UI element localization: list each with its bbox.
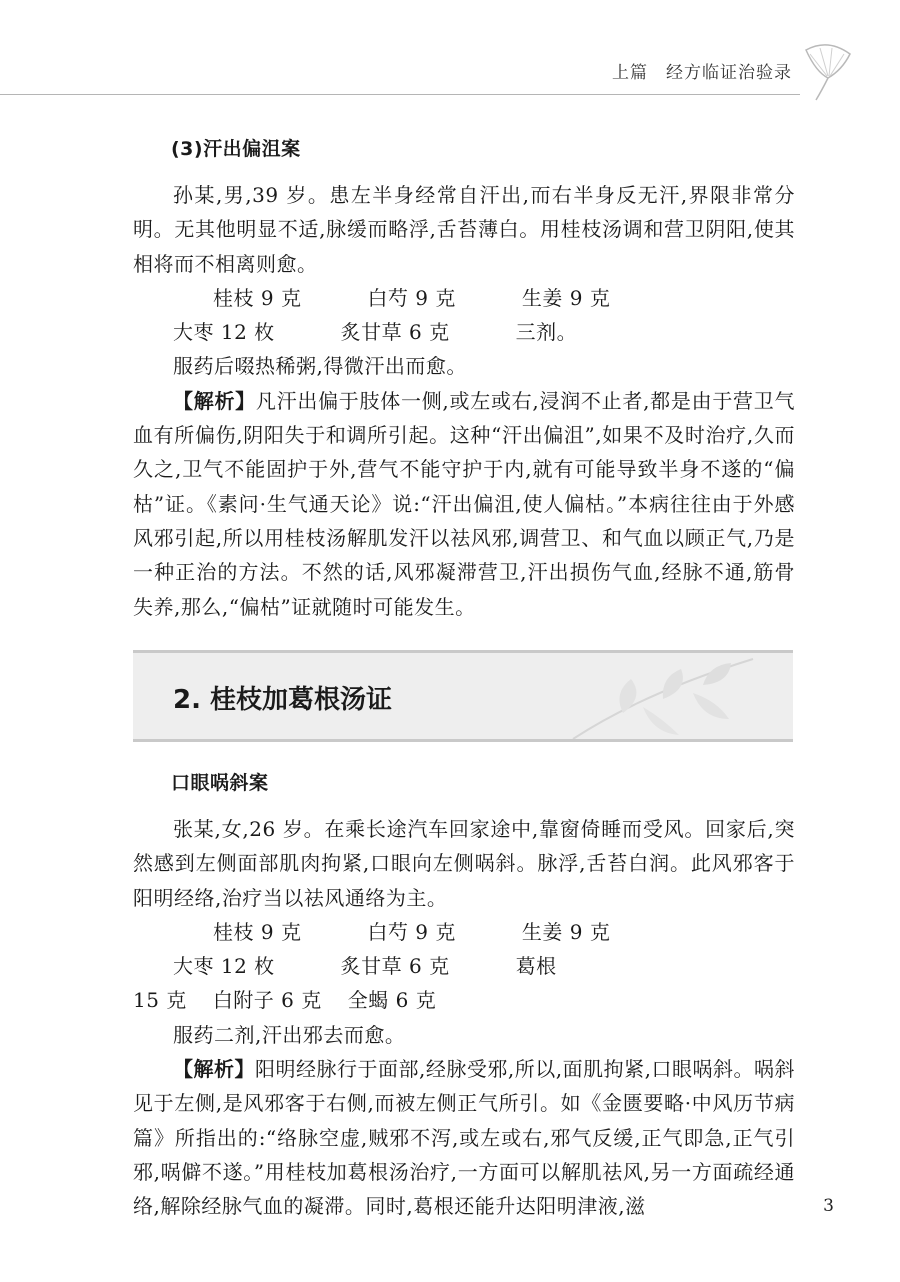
rx-item: 白芍 9 克: [367, 285, 456, 310]
leaf-decoration-icon: [553, 653, 793, 739]
case-3-after: 服药后啜热稀粥,得微汗出而愈。: [173, 354, 467, 379]
analysis-label: 【解析】: [173, 388, 256, 413]
case-3-intro: 孙某,男,39 岁。患左半身经常自汗出,而右半身反无汗,界限非常分明。无其他明显不适,脉缓而略浮,舌苔薄白。用桂枝汤调和营卫阴阳,使其相将而不相离则愈。: [133, 183, 795, 276]
analysis-text: 凡汗出偏于肢体一侧,或左或右,浸润不止者,都是由于营卫气血有所偏伤,阴阳失于和调所引起。这种“汗出偏沮”,如果不及时治疗,久而久之,卫气不能固护于外,营气不能守护于内,就有可能导致半身不遂的“偏枯”证。《素问·生气通天论》说:“汗出偏沮,使人偏枯。”本病往往由于外感风邪引起,所以用桂枝汤解肌发汗以祛风邪,调营卫、和气血以顾正气,乃是一种正治的方法。不然的话,风邪凝滞营卫,汗出损伤气血,经脉不通,筋骨失养,那么,“偏枯”证就随时可能发生。: [133, 388, 796, 619]
rx-item: 三剂。: [515, 320, 578, 345]
rx-item: 葛根: [515, 954, 557, 979]
rx-item: 生姜 9 克: [521, 919, 611, 944]
case-3-heading: (3)汗出偏沮案: [171, 138, 301, 160]
analysis-text: 阳明经脉行于面部,经脉受邪,所以,面肌拘紧,口眼㖞斜。㖞斜见于左侧,是风邪客于右侧,而被左侧正气所引。如《金匮要略·中风历节病篇》所指出的:“络脉空虚,贼邪不泻,或左或右,邪气反缓,正气即急,正气引邪,㖞僻不遂。”用桂枝加葛根汤治疗,一方面可以解肌祛风,另一方面疏经通络,解除经脉气血的凝滞。同时,葛根还能升达阳明津液,滋: [133, 1057, 795, 1219]
mouth-case-section: [133, 768, 795, 1224]
rx-item: 大枣 12 枚: [173, 954, 275, 979]
section-title: 2. 桂枝加葛根汤证: [173, 685, 393, 715]
rx-item: 炙甘草 6 克: [340, 320, 450, 345]
mouth-case-intro: 张某,女,26 岁。在乘长途汽车回家途中,靠窗倚睡而受风。回家后,突然感到左侧面部肌肉拘紧,口眼向左侧㖞斜。脉浮,舌苔白润。此风邪客于阳明经络,治疗当以祛风通络为主。: [133, 817, 795, 910]
rx-item: 白附子 6 克: [212, 988, 322, 1013]
case-3-prescription: [133, 281, 795, 350]
rx-item: 生姜 9 克: [521, 285, 611, 310]
rx-item: 白芍 9 克: [367, 919, 456, 944]
rx-item: 桂枝 9 克: [213, 285, 302, 310]
header-rule: [0, 94, 800, 95]
running-header: [612, 58, 792, 83]
mouth-case-after: 服药二剂,汗出邪去而愈。: [173, 1022, 406, 1047]
part-label: 上篇: [612, 63, 648, 83]
section-title-band: [133, 650, 793, 742]
case-3-analysis: [133, 384, 795, 624]
analysis-label: 【解析】: [173, 1057, 256, 1082]
mouth-case-heading: 口眼㖞斜案: [171, 772, 269, 794]
chapter-title: 经方临证治验录: [666, 63, 792, 83]
rx-item: 15 克: [133, 988, 187, 1013]
rx-item: 大枣 12 枚: [173, 320, 275, 345]
mouth-case-prescription-2: [133, 983, 795, 1017]
case-3-section: [133, 134, 795, 624]
rx-item: 炙甘草 6 克: [340, 954, 450, 979]
rx-item: 桂枝 9 克: [213, 919, 302, 944]
page-number: 3: [823, 1196, 834, 1216]
mouth-case-analysis: [133, 1052, 795, 1223]
ginkgo-leaf-icon: [798, 40, 856, 102]
mouth-case-prescription-1: [133, 915, 795, 984]
rx-item: 全蝎 6 克: [347, 988, 437, 1013]
